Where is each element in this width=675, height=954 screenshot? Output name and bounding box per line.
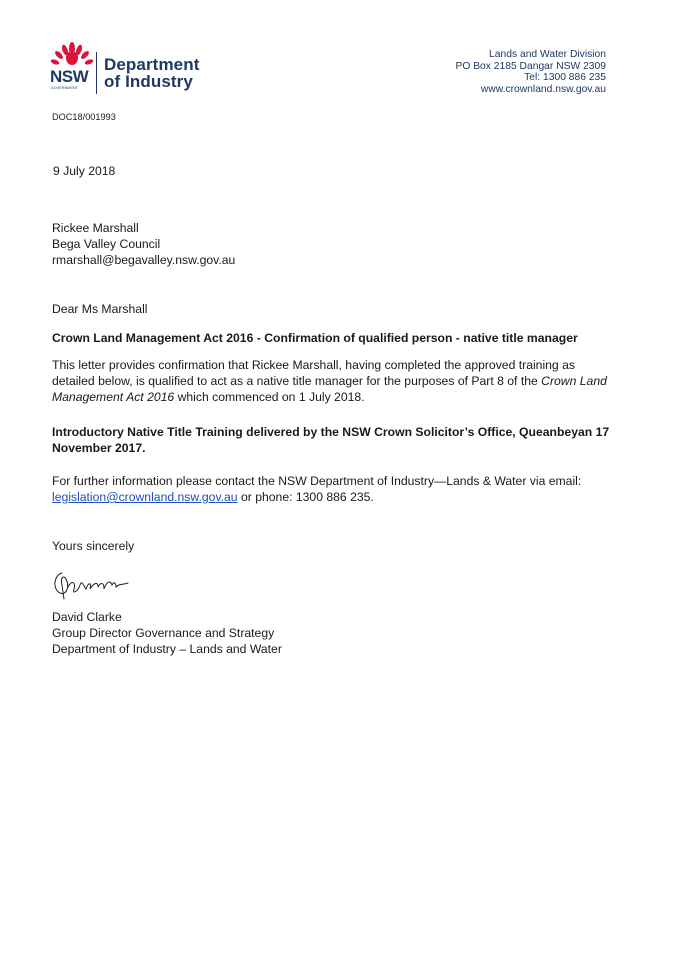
closing: Yours sincerely: [52, 539, 135, 553]
brand-sub: GOVERNMENT: [51, 86, 79, 90]
paragraph-tail: or phone: 1300 886 235.: [237, 490, 374, 504]
letter-date: 9 July 2018: [53, 164, 116, 178]
signatory-department: Department of Industry – Lands and Water: [52, 642, 282, 656]
logo-divider: [96, 52, 97, 94]
department-name: [104, 56, 199, 90]
subject-line: Crown Land Management Act 2016 - Confirmation of qualified person - native title manager: [52, 331, 578, 345]
address-block: [455, 49, 606, 95]
address-line: PO Box 2185 Dangar NSW 2309: [455, 60, 606, 72]
paragraph-confirmation: [52, 357, 612, 405]
paragraph-contact: [52, 473, 612, 505]
recipient-email: rmarshall@begavalley.nsw.gov.au: [52, 253, 236, 267]
act-title: Crown Land Management Act 2016: [52, 374, 607, 404]
paragraph-text: For further information please contact the NSW Department of Industry—Lands & Water via email:: [52, 474, 582, 488]
legislation-email-link[interactable]: legislation@crownland.nsw.gov.au: [52, 490, 238, 504]
address-line: www.crownland.nsw.gov.au: [480, 83, 606, 95]
document-reference: DOC18/001993: [52, 112, 116, 122]
signature-icon: [50, 565, 140, 605]
signatory-title: Group Director Governance and Strategy: [52, 626, 275, 640]
address-line: Tel: 1300 886 235: [524, 72, 606, 84]
brand-short: NSW: [50, 67, 89, 86]
recipient-block: [52, 220, 235, 268]
paragraph-tail: which commenced on 1 July 2018.: [174, 390, 365, 404]
paragraph-text: This letter provides confirmation that Rickee Marshall, having completed the approved training as detailed below, is qualified to act as a native title manager for the purposes of Part 8 of the: [52, 358, 575, 388]
recipient-name: Rickee Marshall: [52, 221, 139, 235]
recipient-organisation: Bega Valley Council: [52, 237, 161, 251]
department-line-2: of Industry: [104, 72, 193, 91]
signatory-name: David Clarke: [52, 610, 122, 624]
address-line: Lands and Water Division: [489, 49, 606, 60]
signoff-block: [52, 609, 282, 657]
salutation: Dear Ms Marshall: [52, 302, 148, 316]
department-line-1: Department: [104, 55, 200, 74]
paragraph-training: Introductory Native Title Training delivered by the NSW Crown Solicitor’s Office, Queanbeyan 17 November 2017.: [52, 425, 610, 455]
waratah-logo-icon: [50, 42, 94, 70]
